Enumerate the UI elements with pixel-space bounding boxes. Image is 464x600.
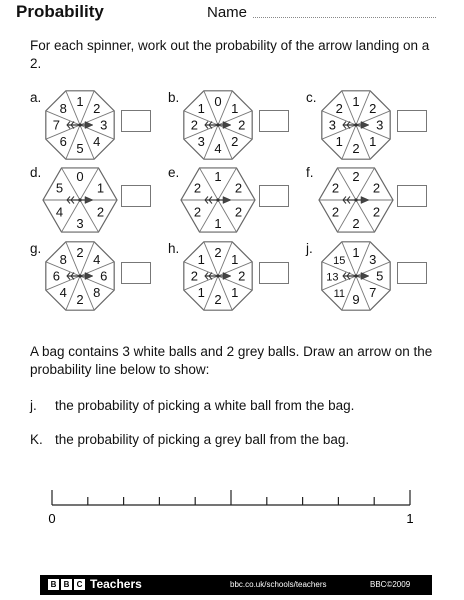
spinner-a <box>40 85 120 165</box>
spinner-number: 5 <box>376 268 384 284</box>
footer-copyright: BBC©2009 <box>370 580 411 589</box>
spinner-b <box>178 85 258 165</box>
footer-bar <box>40 575 432 595</box>
instructions: For each spinner, work out the probability of the arrow landing on a 2. <box>30 38 430 71</box>
spinner-number: 4 <box>55 204 64 220</box>
spinner-number: 1 <box>96 180 105 196</box>
spinner-number: 2 <box>331 204 340 220</box>
spinner-number: 5 <box>55 180 64 196</box>
bbc-logo-letter: B <box>61 579 72 590</box>
spinner-number: 1 <box>76 93 84 109</box>
bbc-logo <box>48 579 85 590</box>
spinner-number: 1 <box>197 251 205 267</box>
spinner-number: 2 <box>76 292 84 308</box>
spinner-d <box>40 160 120 240</box>
spinner-number: 4 <box>93 251 101 267</box>
spinner-number: 2 <box>193 204 202 220</box>
spinner-number: 2 <box>369 100 377 116</box>
spinner-number: 1 <box>352 244 360 260</box>
spinner-number: 8 <box>59 251 67 267</box>
spinner-number: 2 <box>214 292 222 308</box>
spinner-number: 9 <box>352 292 360 308</box>
problem-label: d. <box>30 165 42 180</box>
spinner-number: 1 <box>231 285 239 301</box>
bag-instructions: A bag contains 3 white balls and 2 grey balls. Draw an arrow on the probability line below to show: <box>30 344 433 377</box>
problem-label: a. <box>30 90 42 105</box>
spinner-number: 2 <box>231 134 239 150</box>
spinner-number: 1 <box>231 100 239 116</box>
spinner-number: 7 <box>52 117 60 133</box>
spinner-g <box>40 236 120 316</box>
spinner-number: 1 <box>214 168 222 184</box>
answer-box-j[interactable] <box>397 262 427 284</box>
spinner-number: 7 <box>369 285 377 301</box>
spinner-number: 3 <box>76 216 84 232</box>
spinner-f <box>316 160 396 240</box>
probability-line[interactable] <box>40 480 430 540</box>
problem-label: j. <box>306 241 313 256</box>
name-field[interactable] <box>253 17 436 18</box>
spinner-number: 2 <box>234 204 243 220</box>
spinner-number: 0 <box>76 168 84 184</box>
answer-box-c[interactable] <box>397 110 427 132</box>
spinner-number: 2 <box>352 168 360 184</box>
spinner-number: 8 <box>59 100 67 116</box>
spinner-number: 2 <box>372 180 381 196</box>
spinner-number: 3 <box>369 251 377 267</box>
number-line-start-label: 0 <box>48 511 56 526</box>
spinner-number: 13 <box>326 271 339 284</box>
spinner-number: 4 <box>214 141 222 157</box>
footer-brand: Teachers <box>90 577 142 591</box>
answer-box-b[interactable] <box>259 110 289 132</box>
spinner-number: 2 <box>352 216 360 232</box>
spinner-number: 4 <box>59 285 67 301</box>
spinner-number: 0 <box>214 93 222 109</box>
spinner-number: 2 <box>193 180 202 196</box>
problem-label: g. <box>30 241 42 256</box>
spinner-number: 1 <box>214 216 222 232</box>
spinner-number: 1 <box>369 134 377 150</box>
answer-box-h[interactable] <box>259 262 289 284</box>
spinner-number: 6 <box>100 268 108 284</box>
problem-label: b. <box>168 90 180 105</box>
spinner-number: 15 <box>333 254 346 267</box>
footer-url[interactable]: bbc.co.uk/schools/teachers <box>230 580 327 589</box>
spinner-number: 1 <box>352 93 360 109</box>
spinner-h <box>178 236 258 316</box>
bbc-logo-letter: C <box>74 579 85 590</box>
answer-box-a[interactable] <box>121 110 151 132</box>
spinner-j <box>316 236 396 316</box>
question-label: K. <box>30 432 43 447</box>
answer-box-d[interactable] <box>121 185 151 207</box>
spinner-number: 2 <box>96 204 105 220</box>
page-title: Probability <box>16 2 104 21</box>
problem-label: c. <box>306 90 317 105</box>
spinner-number: 3 <box>328 117 336 133</box>
spinner-number: 1 <box>231 251 239 267</box>
spinner-number: 2 <box>214 244 222 260</box>
problem-label: h. <box>168 241 180 256</box>
spinner-number: 2 <box>238 268 246 284</box>
spinner-number: 2 <box>238 117 246 133</box>
spinner-number: 2 <box>331 180 340 196</box>
spinner-number: 1 <box>197 285 205 301</box>
spinner-number: 2 <box>190 268 198 284</box>
answer-box-g[interactable] <box>121 262 151 284</box>
problem-label: f. <box>306 165 314 180</box>
spinner-number: 2 <box>93 100 101 116</box>
spinner-e <box>178 160 258 240</box>
spinner-number: 5 <box>76 141 84 157</box>
spinner-c <box>316 85 396 165</box>
number-line-end-label: 1 <box>406 511 414 526</box>
bbc-logo-letter: B <box>48 579 59 590</box>
spinner-number: 3 <box>376 117 384 133</box>
spinner-number: 3 <box>197 134 205 150</box>
spinner-number: 2 <box>76 244 84 260</box>
spinner-number: 1 <box>335 134 343 150</box>
spinner-number: 11 <box>333 288 345 301</box>
problem-label: e. <box>168 165 180 180</box>
spinner-number: 2 <box>234 180 243 196</box>
question-text: the probability of picking a grey ball from the bag. <box>55 432 350 447</box>
answer-box-e[interactable] <box>259 185 289 207</box>
spinner-number: 2 <box>372 204 381 220</box>
spinner-number: 6 <box>52 268 60 284</box>
spinner-number: 1 <box>197 100 205 116</box>
answer-box-f[interactable] <box>397 185 427 207</box>
spinner-number: 2 <box>335 100 343 116</box>
spinner-number: 6 <box>59 134 67 150</box>
spinner-number: 2 <box>190 117 198 133</box>
question-text: the probability of picking a white ball from the bag. <box>55 398 355 413</box>
name-label: Name <box>207 4 248 21</box>
spinner-number: 8 <box>93 285 101 301</box>
spinner-number: 2 <box>352 141 360 157</box>
question-label: j. <box>30 398 37 413</box>
spinner-number: 3 <box>100 117 108 133</box>
spinner-number: 4 <box>93 134 101 150</box>
